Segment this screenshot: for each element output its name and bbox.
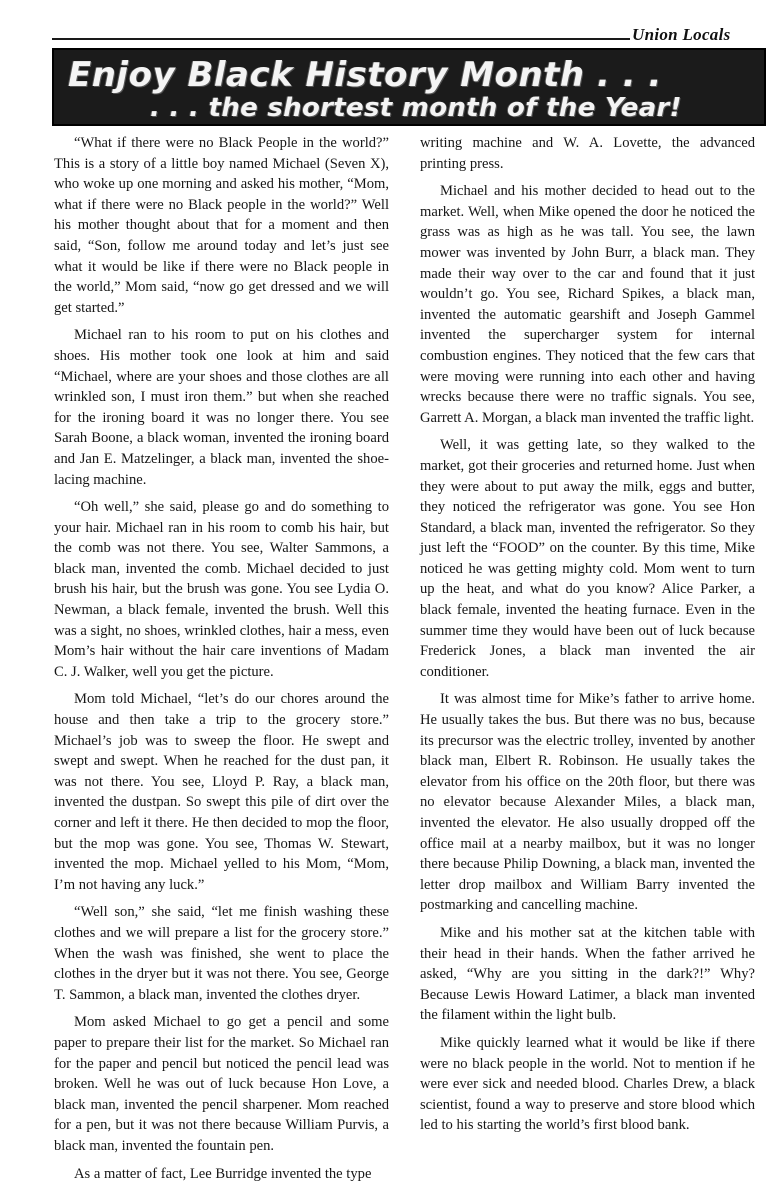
section-label: Union Locals xyxy=(632,25,731,44)
article-paragraph: Michael and his mother decided to head out to the market. Well, when Mike opened the door he noticed the grass was as high as he was tall. You see, the lawn mower was invented by John Burr, a black man. They made their way over to the car and found that it just wouldn’t go. You see, Richard Spikes, a black man, invented the automatic gearshift and Joseph Gammel invented the supercharger system for internal combustion engines. They noticed that the few cars that were moving were running into each other and having wrecks because there were no traffic signals. You see, Garrett A. Morgan, a black man invented the traffic light. xyxy=(420,183,755,426)
article-paragraph: Well, it was getting late, so they walked to the market, got their groceries and returned home. Just when they were about to put away the milk, eggs and butter, they noticed the refrigerator was gone. You see Hon Standard, a black man, invented the refrigerator. So they just left the “FOOD” on the counter. By this time, Mike noticed he was getting mighty cold. Mom went to turn up the heat, and what do you know? Alice Parker, a black female, invented the heating furnace. Even in the summer time they would have been out of luck because Frederick Jones, a black man invented the air conditioner. xyxy=(420,437,755,680)
article-paragraph: Mike and his mother sat at the kitchen table with their head in their hands. When the father arrived he asked, “Why are you sitting in the dark?!” Why? Because Lewis Howard Latimer, a black man invented the filament within the light bulb. xyxy=(420,924,755,1024)
article-paragraph: Michael ran to his room to put on his clothes and shoes. His mother took one look at him and said “Michael, where are your shoes and those clothes are all wrinkled son, I must iron them.” but when she reached for the ironing board it was no longer there. You see Sarah Boone, a black woman, invented the ironing board and Jan E. Matzelinger, a black man, invented the shoe-lacing machine. xyxy=(54,327,389,488)
article-paragraph: “What if there were no Black People in the world?” This is a story of a little boy named Michael (Seven X), who woke up one morning and asked his mother, “Mom, what if there were no Black people in the world?” Well his mother thought about that for a moment and then said, “Son, follow me around today and let’s just see what it would be like if there were no Black people in the world,” Mom said, “now go get dressed and we will get started.” xyxy=(54,135,389,316)
article-paragraph: Mom asked Michael to go get a pencil and some paper to prepare their list for the market. So Michael ran for the paper and pencil but noticed the pencil lead was broken. Well he was out of luck because Hon Love, a black man, invented the pencil sharpener. Mom reached for a pen, but it was not there because William Purvis, a black man, invented the fountain pen. xyxy=(54,1014,389,1154)
article-column-right xyxy=(420,133,755,1143)
section-rule xyxy=(52,38,630,40)
article-paragraph: Mom told Michael, “let’s do our chores around the house and then take a trip to the grocery store.” Michael’s job was to sweep the floor. He swept and swept and swept. When he reached for the dust pan, it was not there. You see, Lloyd P. Ray, a black man, invented the dustpan. So swept this pile of dirt over the corner and left it there. He then decided to mop the floor, but the mop was gone. You see, Thomas W. Stewart, invented the mop. Michael yelled to his Mom, “Mom, I’m not having any luck.” xyxy=(54,691,389,893)
article-paragraph-continued: writing machine and W. A. Lovette, the advanced printing press. xyxy=(420,135,755,172)
article-paragraph: As a matter of fact, Lee Burridge invented the type xyxy=(74,1165,372,1182)
article-column-left xyxy=(54,133,389,1191)
headline-banner xyxy=(52,48,766,126)
article-paragraph: It was almost time for Mike’s father to arrive home. He usually takes the bus. But there was no bus, because its precursor was the electric trolley, invented by another black man, Elbert R. Robinson. He usually takes the elevator from his office on the 20th floor, but there was no elevator because Alexander Miles, a black man, invented the elevator. He also usually dropped off the office mail at a nearby mailbox, but it was no longer there because Philip Downing, a black man, invented the letter drop mailbox and William Barry invented the postmarking and cancelling machine. xyxy=(420,691,755,914)
article-paragraph: “Well son,” she said, “let me finish washing these clothes and we will prepare a list for the grocery store.” When the wash was finished, she went to place the clothes in the dryer but it was not there. You see, George T. Sammon, a black man, invented the clothes dryer. xyxy=(54,904,389,1003)
headline-subtitle: . . . the shortest month of the Year! xyxy=(150,93,682,123)
article-paragraph: “Oh well,” she said, please go and do something to your hair. Michael ran in his room to comb his hair, but the comb was not there. You see, Walter Sammons, a black man, invented the comb. Michael decided to just brush his hair, but the brush was gone. You see Lydia O. Newman, a black female, invented the brush. Well this was a sight, no shoes, wrinkled clothes, hair a mess, even Mom’s hair without the hair care inventions of Madam C. J. Walker, well you get the picture. xyxy=(54,499,389,680)
headline-title: Enjoy Black History Month . . . xyxy=(68,55,662,95)
article-paragraph: Mike quickly learned what it would be like if there were no black people in the world. Not to mention if he were ever sick and needed blood. Charles Drew, a black scientist, found a way to preserve and store blood which led to his starting the world’s first blood bank. xyxy=(420,1034,755,1134)
